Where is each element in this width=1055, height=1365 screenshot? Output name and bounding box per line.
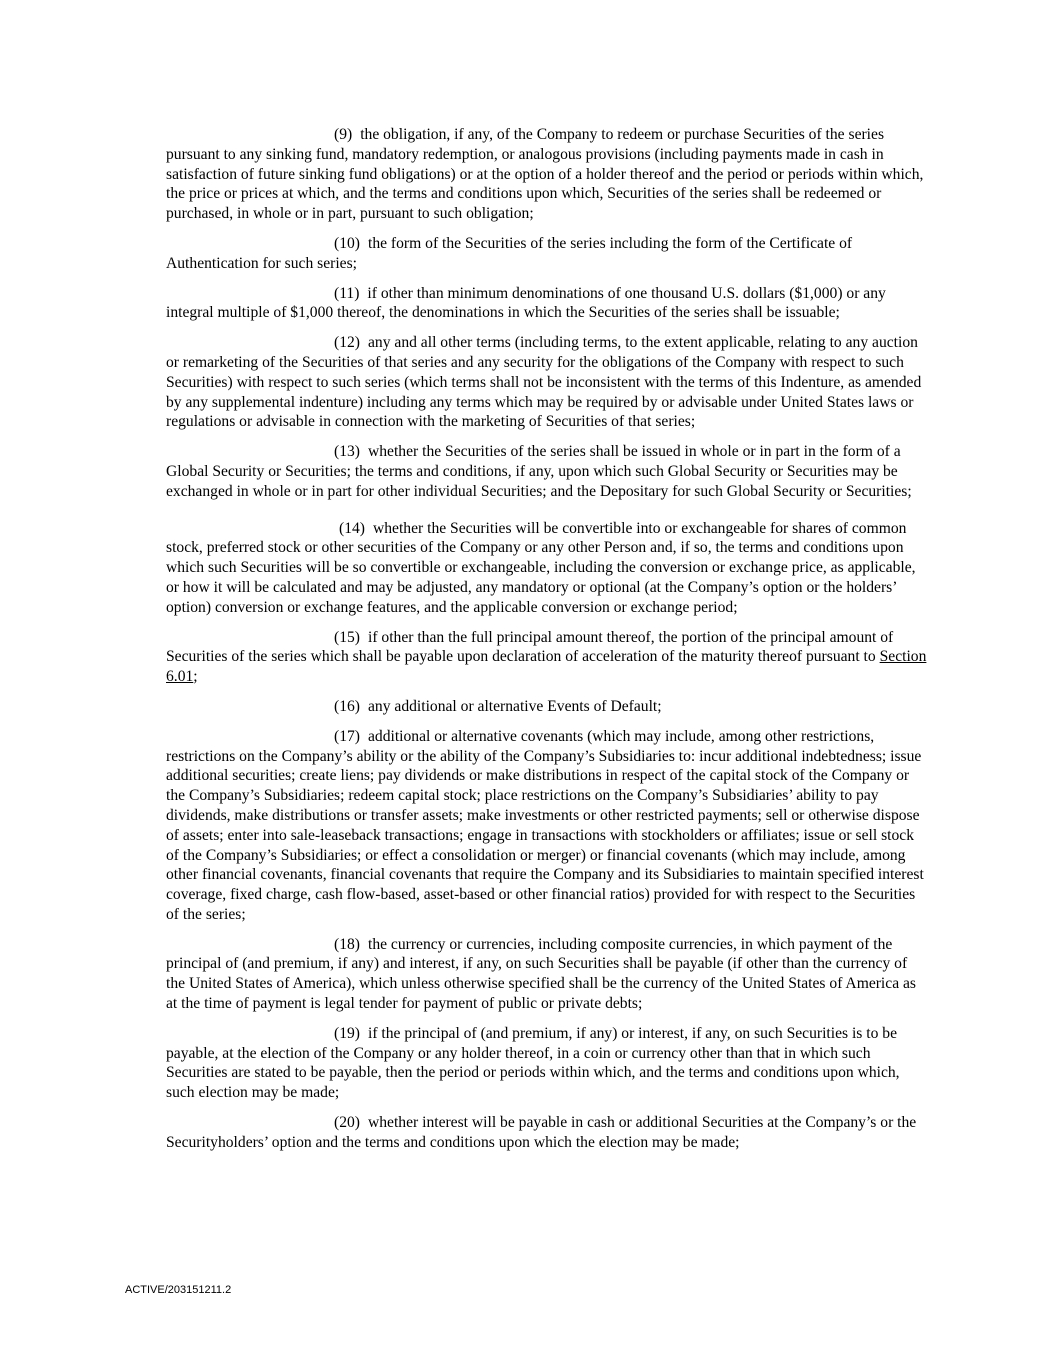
clause-number: (19) [334,1024,360,1042]
clause-number: (17) [334,727,360,745]
clause-text: if other than minimum denominations of one thousand U.S. dollars ($1,000) or any integral multiple of $1,000 thereof, the denominations in which the Securities of the series shall be issuable; [166,284,886,322]
clause-14 [166,519,928,618]
clause-text: whether the Securities will be convertible into or exchangeable for shares of common stock, preferred stock or other securities of the Company or any other Person and, if so, the terms and conditions upon which such Securities will be so convertible or exchangeable, including the conversion or exchange price, as applicable, or how it will be calculated and may be adjusted, any mandatory or optional (at the Company’s option or the holders’ option) conversion or exchange features, and the applicable conversion or exchange period; [166,519,916,616]
clause-18 [166,935,928,1014]
clause-number: (20) [334,1114,360,1132]
clause-text: any and all other terms (including terms, to the extent applicable, relating to any auction or remarketing of the Securities of that series and any security for the obligations of the Company with respect to such Securities) with respect to such series (which terms shall not be inconsistent with the terms of this Indenture, as amended by any supplemental indenture) including any terms which may be required by or advisable under United States laws or regulations or advisable in connection with the marketing of Securities of that series; [166,334,922,431]
clause-9 [166,125,928,224]
clause-11 [166,284,928,324]
clause-19 [166,1024,928,1103]
clause-number: (13) [334,443,360,461]
clause-number: (15) [334,628,360,646]
clause-text: the obligation, if any, of the Company to redeem or purchase Securities of the series pursuant to any sinking fund, mandatory redemption, or analogous provisions (including payments made in cash in satisfaction of future sinking fund obligations) or at the option of a holder thereof and the period or periods within which, the price or prices at which, and the terms and conditions upon which, Securities of the series shall be redeemed or purchased, in whole or in part, pursuant to such obligation; [166,126,924,223]
clause-number: (10) [334,234,360,252]
clause-text: if other than the full principal amount thereof, the portion of the principal amount of Securities of the series which shall be payable upon declaration of acceleration of the maturity thereof pursuant to [166,628,894,666]
clause-text: the currency or currencies, including composite currencies, in which payment of the principal of (and premium, if any) and interest, if any, on such Securities shall be payable (if other than the currency of the United States of America), which unless otherwise specified shall be the currency of the United States of America as at the time of payment is legal tender for payment of public or private debts; [166,935,916,1013]
clause-number: (9) [334,126,353,143]
clause-number: (16) [334,697,360,715]
clause-number: (18) [334,935,360,953]
clause-text-tail: ; [193,668,198,686]
clause-number: (12) [334,334,360,352]
section-6-01-link[interactable]: Section 6.01 [166,648,927,686]
clause-text: the form of the Securities of the series including the form of the Certificate of Authentication for such series; [166,234,853,272]
clause-15 [166,628,928,687]
clause-text: additional or alternative covenants (which may include, among other restrictions, restrictions on the Company’s ability or the ability of the Company’s Subsidiaries to: incur additional indebtedness; issue additional securities; create liens; pay dividends or make distributions in respect of the capital stock of the Company or the Company’s Subsidiaries; redeem capital stock; place restrictions on the Company’s Subsidiaries’ ability to pay dividends, make distributions or transfer assets; make investments or other restricted payments; sell or otherwise dispose of assets; enter into sale-leaseback transactions; engage in transactions with stockholders or affiliates; issue or sell stock of the Company’s Subsidiaries; or effect a consolidation or merger) or financial covenants (which may include, among other financial covenants, financial covenants that require the Company and its Subsidiaries to maintain specified interest coverage, fixed charge, cash flow-based, asset-based or other financial ratios) provided for with respect to the Securities of the series; [166,727,924,923]
clause-number: (14) [339,519,365,537]
clause-20 [166,1113,928,1153]
clause-text: whether the Securities of the series shall be issued in whole or in part in the form of a Global Security or Securities; the terms and conditions, if any, upon which such Global Security or Securities may be exchanged in whole or in part for other individual Securities; and the Depositary for such Global Security or Securities; [166,443,912,500]
clause-13 [166,442,928,501]
clause-17 [166,727,928,925]
clause-10 [166,234,928,274]
clause-text: whether interest will be payable in cash or additional Securities at the Company’s or the Securityholders’ option and the terms and conditions upon which the election may be made; [166,1114,917,1151]
document-body [166,125,928,1163]
clause-16 [166,697,928,717]
clause-text: any additional or alternative Events of Default; [367,697,662,715]
clause-number: (11) [334,284,360,302]
clause-text: if the principal of (and premium, if any) or interest, if any, on such Securities is to be payable, at the election of the Company or any holder thereof, in a coin or currency other than that in which such Securities are stated to be payable, then the period or periods within which, and the terms and conditions upon which, such election may be made; [166,1024,900,1102]
document-id-footer: ACTIVE/203151211.2 [125,1284,232,1296]
clause-12 [166,333,928,432]
